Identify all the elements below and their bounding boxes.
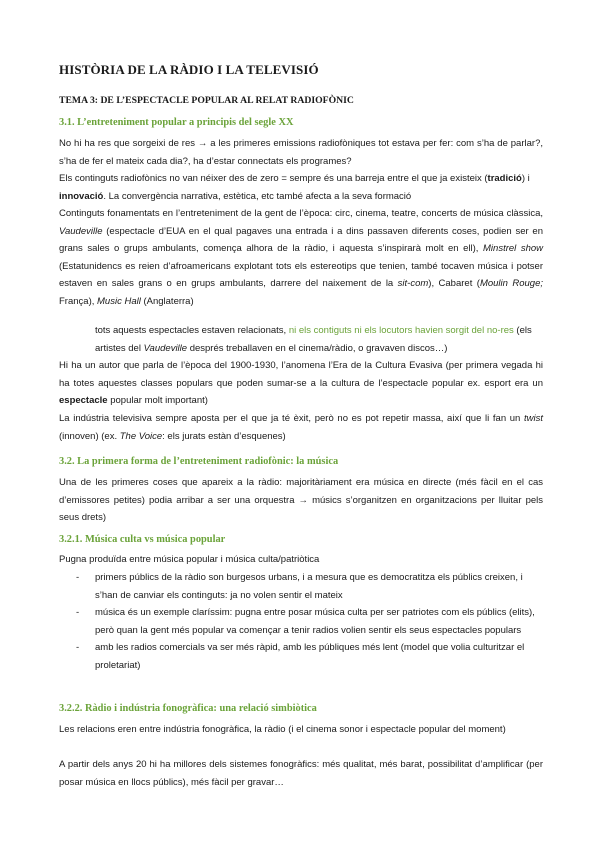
document-title: HISTÒRIA DE LA RÀDIO I LA TELEVISIÓ	[59, 62, 319, 77]
section-3-1-paragraph-3: Continguts fonamentats en l’entreteniment de la gent de l’època: circ, cinema, teatre, concerts de música clàssica, Vaudeville (espectacle d’EUA en el qual pagaves una entrada i a dins passaven diferents coses, podien ser en grans sales o grups ambulants, comença alhora de la ràdio, i aquesta s’inspirarà molt en ell), Minstrel show (Estatunidencs es reien d’afroamericans explotant tots els estereotips que tenien, també tocaven música i potser estaven en sales grans o en grups ambulants, darrere del naixement de la sit-com), Cabaret (Moulin Rouge; França), Music Hall (Anglaterra)	[59, 208, 543, 307]
section-3-2-2-paragraph-2: A partir dels anys 20 hi ha millores dels sistemes fonogràfics: més qualitat, més barat, possibilitat d’amplificar (per posar música en llocs públics), més fàcil per gravar…	[59, 759, 543, 788]
section-3-2-1-heading: 3.2.1. Música culta vs música popular	[59, 534, 226, 545]
section-3-1-paragraph-1: No hi ha res que sorgeixi de res → a les primeres emissions radiofòniques tot estava per fer: com s’ha de parlar?, s’ha de fer el mateix cada dia?, ha d’estar connectats els programes?	[59, 138, 543, 167]
list-item: - música és un exemple claríssim: pugna entre posar música culta per ser patriotes com els públics (elits), però quan la gent més popular va començar a tenir radios volien sentir els seus espectacles populars	[76, 607, 535, 636]
section-3-2-heading: 3.2. La primera forma de l’entreteniment radiofònic: la música	[59, 456, 339, 467]
section-3-1-paragraph-2: Els continguts radiofònics no van néixer des de zero = sempre és una barreja entre el que ja existeix (tradició) i innovació. La convergència narrativa, estètica, etc també afecta a la seva formació	[59, 173, 530, 202]
section-3-1-indented-note: tots aquests espectacles estaven relacionats, ni els contiguts ni els locutors havien sorgit del no-res (els artistes del Vaudeville després treballaven en el cinema/ràdio, o gravaven discos…)	[95, 325, 532, 354]
term-innovacio: innovació	[59, 190, 104, 202]
section-3-2-paragraph-1: Una de les primeres coses que apareix a la ràdio: majoritàriament era música en directe (més fàcil en el cas d’emissores petites) podia arribar a ser una orquestra → músics s’organitzen en organitzacions per lluitar pels seus drets)	[59, 477, 543, 524]
document-subtitle: TEMA 3: DE L’ESPECTACLE POPULAR AL RELAT RADIOFÒNIC	[59, 95, 354, 106]
section-3-1-paragraph-6: La indústria televisiva sempre aposta per el que ja té èxit, però no es pot repetir massa, així que li fan un twist (innoven) (ex. The Voice: els jurats estàn d’esquenes)	[59, 413, 543, 442]
section-3-1-heading: 3.1. L’entreteniment popular a principis del segle XX	[59, 117, 294, 128]
section-3-2-1-paragraph-1: Pugna produïda entre música popular i música culta/patriòtica	[59, 554, 320, 565]
section-3-1-paragraph-5: Hi ha un autor que parla de l’època del 1900-1930, l’anomena l’Era de la Cultura Evasiva (per primera vegada hi ha totes aquestes classes populars que poden sumar-se a la cultura de l’espectacle popular ex. esport era un espectacle popular molt important)	[59, 360, 543, 407]
list-item: - amb les radios comercials va ser més ràpid, amb les públiques més lent (model que volia culturitzar el proletariat)	[76, 642, 525, 671]
section-3-2-1-list	[59, 569, 543, 675]
highlighted-phrase: ni els contiguts ni els locutors havien sorgit del no-res	[288, 325, 514, 336]
section-3-2-2-paragraph-1: Les relacions eren entre indústria fonogràfica, la ràdio (i el cinema sonor i espectacle popular del moment)	[59, 724, 506, 735]
section-3-2-2-heading: 3.2.2. Ràdio i indústria fonogràfica: una relació simbiòtica	[59, 703, 317, 714]
term-espectacle: espectacle	[59, 395, 108, 407]
list-item: - primers públics de la ràdio son burgesos urbans, i a mesura que es democratitza els públics creixen, i s’han de canviar els continguts: ja no volen sentir el mateix	[76, 572, 523, 601]
term-tradicio: tradició	[487, 173, 522, 184]
